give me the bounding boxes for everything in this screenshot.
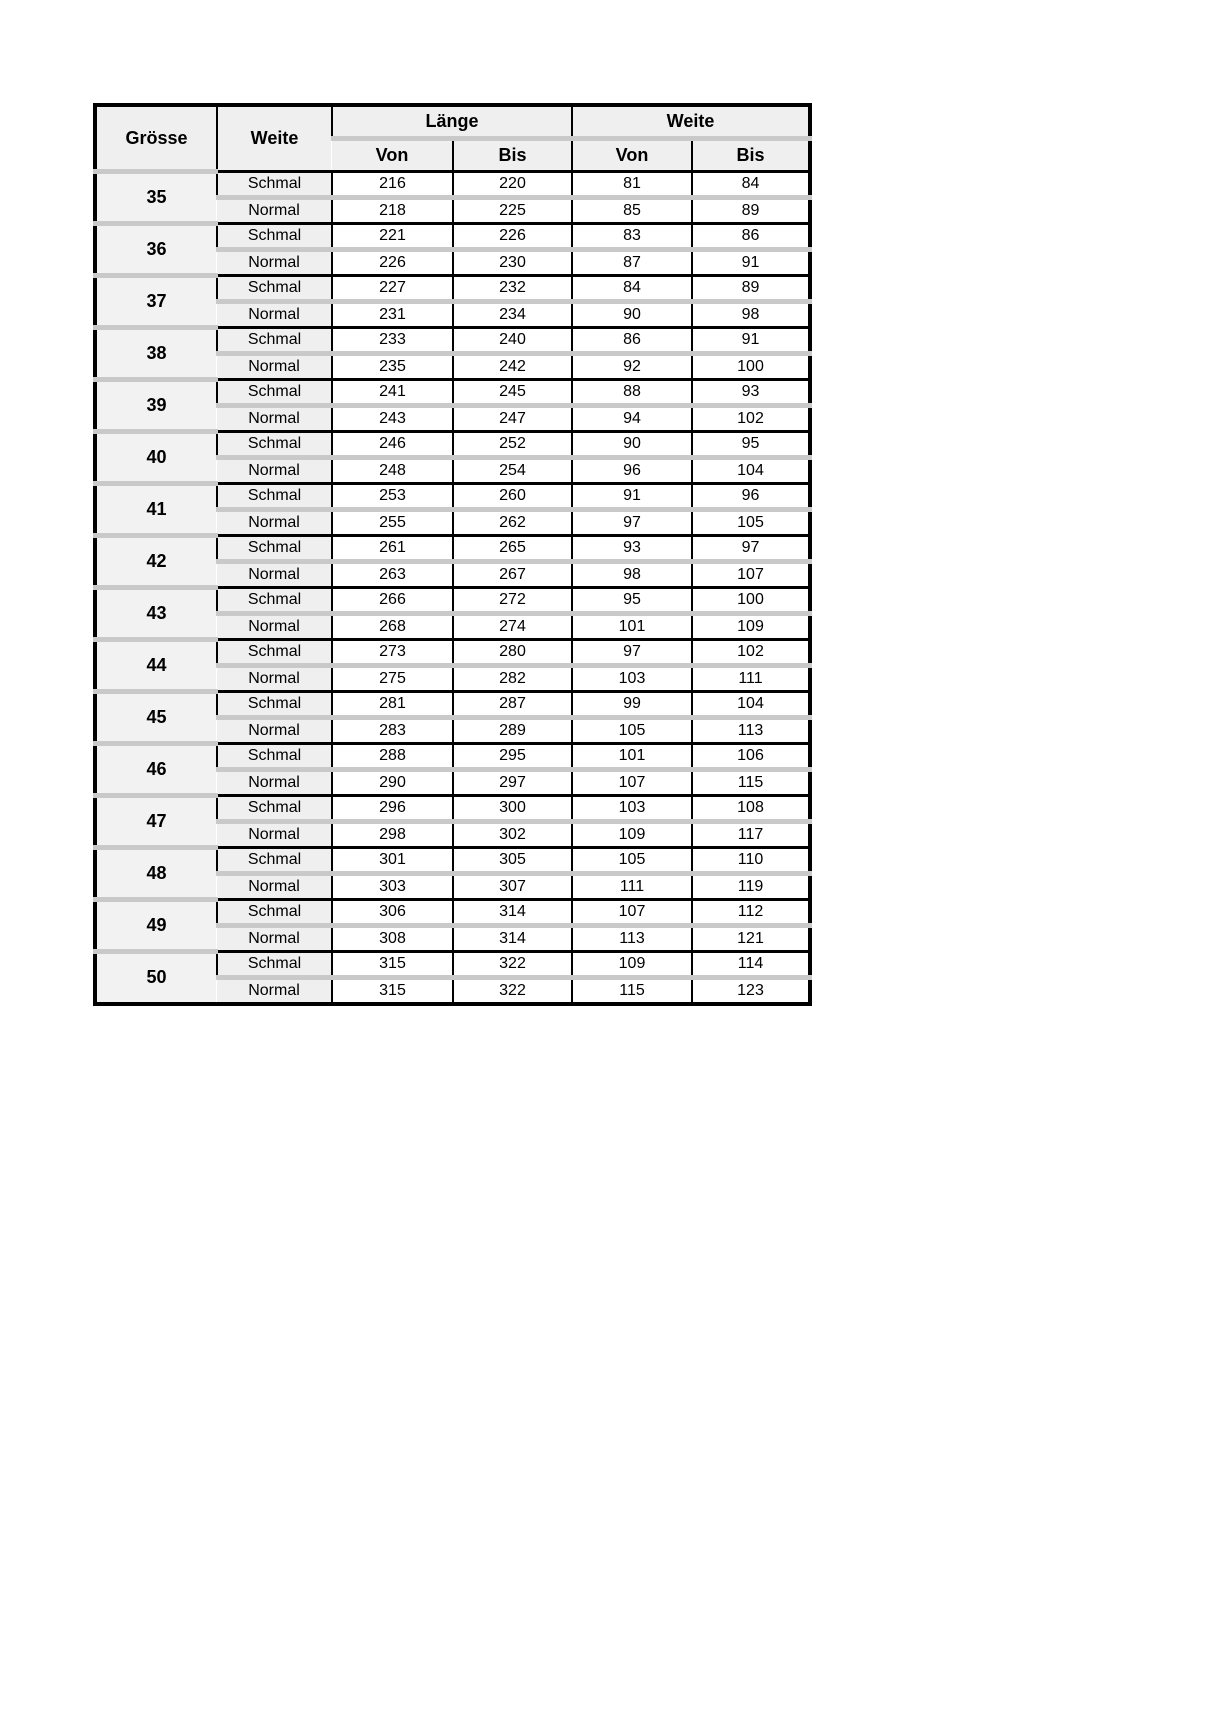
- table-row: [95, 692, 810, 718]
- laenge-von-cell: 263: [332, 562, 453, 588]
- weite-bis-cell: 93: [692, 380, 810, 406]
- weite-bis-cell: 104: [692, 692, 810, 718]
- weite-label-cell: Schmal: [217, 900, 332, 926]
- laenge-bis-cell: 265: [453, 536, 572, 562]
- column-header-laenge-bis: Bis: [453, 139, 572, 172]
- weite-von-cell: 103: [572, 796, 692, 822]
- weite-label-cell: Normal: [217, 718, 332, 744]
- size-chart-table: [93, 103, 812, 1006]
- laenge-bis-cell: 314: [453, 900, 572, 926]
- weite-label-cell: Schmal: [217, 224, 332, 250]
- table-row: [95, 848, 810, 874]
- weite-von-cell: 115: [572, 978, 692, 1004]
- laenge-von-cell: 255: [332, 510, 453, 536]
- weite-von-cell: 99: [572, 692, 692, 718]
- laenge-von-cell: 221: [332, 224, 453, 250]
- weite-bis-cell: 110: [692, 848, 810, 874]
- weite-bis-cell: 114: [692, 952, 810, 978]
- laenge-bis-cell: 282: [453, 666, 572, 692]
- weite-label-cell: Normal: [217, 406, 332, 432]
- laenge-von-cell: 248: [332, 458, 453, 484]
- laenge-von-cell: 227: [332, 276, 453, 302]
- weite-label-cell: Normal: [217, 770, 332, 796]
- weite-bis-cell: 89: [692, 276, 810, 302]
- table-row: [95, 640, 810, 666]
- laenge-bis-cell: 322: [453, 952, 572, 978]
- laenge-von-cell: 315: [332, 978, 453, 1004]
- weite-von-cell: 111: [572, 874, 692, 900]
- weite-label-cell: Schmal: [217, 640, 332, 666]
- weite-von-cell: 98: [572, 562, 692, 588]
- table-row: [95, 432, 810, 458]
- laenge-von-cell: 308: [332, 926, 453, 952]
- weite-label-cell: Schmal: [217, 432, 332, 458]
- weite-von-cell: 95: [572, 588, 692, 614]
- size-cell: 41: [95, 484, 217, 536]
- weite-von-cell: 103: [572, 666, 692, 692]
- table-row: [95, 172, 810, 198]
- weite-label-cell: Normal: [217, 562, 332, 588]
- size-cell: 35: [95, 172, 217, 224]
- weite-bis-cell: 98: [692, 302, 810, 328]
- weite-bis-cell: 119: [692, 874, 810, 900]
- weite-bis-cell: 109: [692, 614, 810, 640]
- weite-von-cell: 109: [572, 952, 692, 978]
- laenge-von-cell: 275: [332, 666, 453, 692]
- weite-label-cell: Normal: [217, 874, 332, 900]
- laenge-bis-cell: 226: [453, 224, 572, 250]
- weite-bis-cell: 111: [692, 666, 810, 692]
- laenge-bis-cell: 289: [453, 718, 572, 744]
- table-row: [95, 744, 810, 770]
- weite-label-cell: Normal: [217, 198, 332, 224]
- table-row: [95, 380, 810, 406]
- laenge-bis-cell: 305: [453, 848, 572, 874]
- header-row-groups: [95, 105, 810, 139]
- table-row: [95, 224, 810, 250]
- size-cell: 39: [95, 380, 217, 432]
- size-cell: 38: [95, 328, 217, 380]
- weite-bis-cell: 113: [692, 718, 810, 744]
- laenge-bis-cell: 287: [453, 692, 572, 718]
- weite-bis-cell: 106: [692, 744, 810, 770]
- size-cell: 48: [95, 848, 217, 900]
- weite-label-cell: Schmal: [217, 692, 332, 718]
- table-row: [95, 900, 810, 926]
- laenge-von-cell: 246: [332, 432, 453, 458]
- laenge-von-cell: 218: [332, 198, 453, 224]
- weite-von-cell: 91: [572, 484, 692, 510]
- weite-bis-cell: 104: [692, 458, 810, 484]
- weite-label-cell: Normal: [217, 510, 332, 536]
- weite-label-cell: Schmal: [217, 172, 332, 198]
- laenge-bis-cell: 274: [453, 614, 572, 640]
- laenge-von-cell: 288: [332, 744, 453, 770]
- weite-label-cell: Schmal: [217, 588, 332, 614]
- weite-label-cell: Schmal: [217, 328, 332, 354]
- laenge-von-cell: 303: [332, 874, 453, 900]
- weite-von-cell: 87: [572, 250, 692, 276]
- column-header-weite-von: Von: [572, 139, 692, 172]
- weite-von-cell: 96: [572, 458, 692, 484]
- weite-bis-cell: 105: [692, 510, 810, 536]
- weite-label-cell: Schmal: [217, 848, 332, 874]
- weite-von-cell: 105: [572, 848, 692, 874]
- laenge-bis-cell: 245: [453, 380, 572, 406]
- weite-von-cell: 107: [572, 770, 692, 796]
- weite-von-cell: 84: [572, 276, 692, 302]
- weite-bis-cell: 108: [692, 796, 810, 822]
- laenge-von-cell: 231: [332, 302, 453, 328]
- weite-label-cell: Normal: [217, 250, 332, 276]
- laenge-von-cell: 290: [332, 770, 453, 796]
- weite-bis-cell: 89: [692, 198, 810, 224]
- table-row: [95, 276, 810, 302]
- table-row: [95, 536, 810, 562]
- laenge-bis-cell: 280: [453, 640, 572, 666]
- weite-bis-cell: 102: [692, 640, 810, 666]
- weite-label-cell: Normal: [217, 822, 332, 848]
- weite-label-cell: Normal: [217, 666, 332, 692]
- weite-bis-cell: 102: [692, 406, 810, 432]
- table-row: [95, 484, 810, 510]
- size-table-body: [95, 172, 810, 1004]
- table-row: [95, 796, 810, 822]
- laenge-bis-cell: 220: [453, 172, 572, 198]
- weite-von-cell: 93: [572, 536, 692, 562]
- weite-von-cell: 90: [572, 432, 692, 458]
- weite-label-cell: Normal: [217, 926, 332, 952]
- weite-bis-cell: 86: [692, 224, 810, 250]
- weite-von-cell: 107: [572, 900, 692, 926]
- weite-von-cell: 94: [572, 406, 692, 432]
- laenge-von-cell: 281: [332, 692, 453, 718]
- laenge-bis-cell: 300: [453, 796, 572, 822]
- laenge-bis-cell: 225: [453, 198, 572, 224]
- laenge-bis-cell: 242: [453, 354, 572, 380]
- weite-bis-cell: 100: [692, 588, 810, 614]
- weite-von-cell: 83: [572, 224, 692, 250]
- weite-von-cell: 109: [572, 822, 692, 848]
- table-row: [95, 588, 810, 614]
- weite-bis-cell: 115: [692, 770, 810, 796]
- laenge-von-cell: 243: [332, 406, 453, 432]
- laenge-bis-cell: 307: [453, 874, 572, 900]
- laenge-von-cell: 268: [332, 614, 453, 640]
- column-header-weite-bis: Bis: [692, 139, 810, 172]
- laenge-bis-cell: 230: [453, 250, 572, 276]
- laenge-bis-cell: 240: [453, 328, 572, 354]
- weite-von-cell: 86: [572, 328, 692, 354]
- weite-label-cell: Schmal: [217, 796, 332, 822]
- size-cell: 37: [95, 276, 217, 328]
- laenge-von-cell: 241: [332, 380, 453, 406]
- laenge-von-cell: 261: [332, 536, 453, 562]
- weite-bis-cell: 91: [692, 328, 810, 354]
- column-header-laenge-von: Von: [332, 139, 453, 172]
- laenge-bis-cell: 234: [453, 302, 572, 328]
- column-header-weite: Weite: [217, 105, 332, 172]
- weite-von-cell: 97: [572, 640, 692, 666]
- weite-von-cell: 90: [572, 302, 692, 328]
- size-cell: 40: [95, 432, 217, 484]
- weite-von-cell: 88: [572, 380, 692, 406]
- weite-von-cell: 101: [572, 744, 692, 770]
- weite-von-cell: 101: [572, 614, 692, 640]
- laenge-von-cell: 283: [332, 718, 453, 744]
- weite-bis-cell: 117: [692, 822, 810, 848]
- laenge-bis-cell: 260: [453, 484, 572, 510]
- weite-von-cell: 97: [572, 510, 692, 536]
- column-group-laenge: Länge: [332, 105, 572, 139]
- weite-label-cell: Normal: [217, 614, 332, 640]
- weite-bis-cell: 121: [692, 926, 810, 952]
- laenge-von-cell: 315: [332, 952, 453, 978]
- column-header-groesse: Grösse: [95, 105, 217, 172]
- weite-bis-cell: 123: [692, 978, 810, 1004]
- laenge-bis-cell: 262: [453, 510, 572, 536]
- size-cell: 50: [95, 952, 217, 1004]
- laenge-bis-cell: 247: [453, 406, 572, 432]
- laenge-bis-cell: 302: [453, 822, 572, 848]
- weite-label-cell: Normal: [217, 302, 332, 328]
- weite-bis-cell: 91: [692, 250, 810, 276]
- laenge-von-cell: 296: [332, 796, 453, 822]
- weite-label-cell: Schmal: [217, 952, 332, 978]
- weite-bis-cell: 84: [692, 172, 810, 198]
- laenge-von-cell: 306: [332, 900, 453, 926]
- laenge-bis-cell: 254: [453, 458, 572, 484]
- laenge-von-cell: 253: [332, 484, 453, 510]
- weite-label-cell: Normal: [217, 354, 332, 380]
- laenge-bis-cell: 314: [453, 926, 572, 952]
- laenge-bis-cell: 272: [453, 588, 572, 614]
- size-cell: 42: [95, 536, 217, 588]
- laenge-von-cell: 298: [332, 822, 453, 848]
- weite-bis-cell: 112: [692, 900, 810, 926]
- size-cell: 49: [95, 900, 217, 952]
- weite-label-cell: Normal: [217, 978, 332, 1004]
- laenge-von-cell: 226: [332, 250, 453, 276]
- laenge-bis-cell: 295: [453, 744, 572, 770]
- laenge-bis-cell: 267: [453, 562, 572, 588]
- weite-label-cell: Schmal: [217, 276, 332, 302]
- laenge-von-cell: 235: [332, 354, 453, 380]
- size-cell: 46: [95, 744, 217, 796]
- weite-bis-cell: 96: [692, 484, 810, 510]
- size-cell: 44: [95, 640, 217, 692]
- size-cell: 36: [95, 224, 217, 276]
- table-header: [95, 105, 810, 172]
- size-cell: 47: [95, 796, 217, 848]
- weite-bis-cell: 95: [692, 432, 810, 458]
- weite-label-cell: Schmal: [217, 744, 332, 770]
- column-group-weite: Weite: [572, 105, 810, 139]
- laenge-von-cell: 301: [332, 848, 453, 874]
- weite-label-cell: Schmal: [217, 380, 332, 406]
- laenge-von-cell: 216: [332, 172, 453, 198]
- laenge-bis-cell: 252: [453, 432, 572, 458]
- laenge-bis-cell: 322: [453, 978, 572, 1004]
- weite-von-cell: 113: [572, 926, 692, 952]
- size-cell: 45: [95, 692, 217, 744]
- weite-bis-cell: 100: [692, 354, 810, 380]
- laenge-von-cell: 233: [332, 328, 453, 354]
- weite-label-cell: Normal: [217, 458, 332, 484]
- table-row: [95, 328, 810, 354]
- weite-bis-cell: 97: [692, 536, 810, 562]
- laenge-bis-cell: 297: [453, 770, 572, 796]
- weite-label-cell: Schmal: [217, 484, 332, 510]
- weite-bis-cell: 107: [692, 562, 810, 588]
- weite-label-cell: Schmal: [217, 536, 332, 562]
- laenge-bis-cell: 232: [453, 276, 572, 302]
- weite-von-cell: 105: [572, 718, 692, 744]
- weite-von-cell: 85: [572, 198, 692, 224]
- laenge-von-cell: 273: [332, 640, 453, 666]
- weite-von-cell: 81: [572, 172, 692, 198]
- size-cell: 43: [95, 588, 217, 640]
- laenge-von-cell: 266: [332, 588, 453, 614]
- weite-von-cell: 92: [572, 354, 692, 380]
- table-row: [95, 952, 810, 978]
